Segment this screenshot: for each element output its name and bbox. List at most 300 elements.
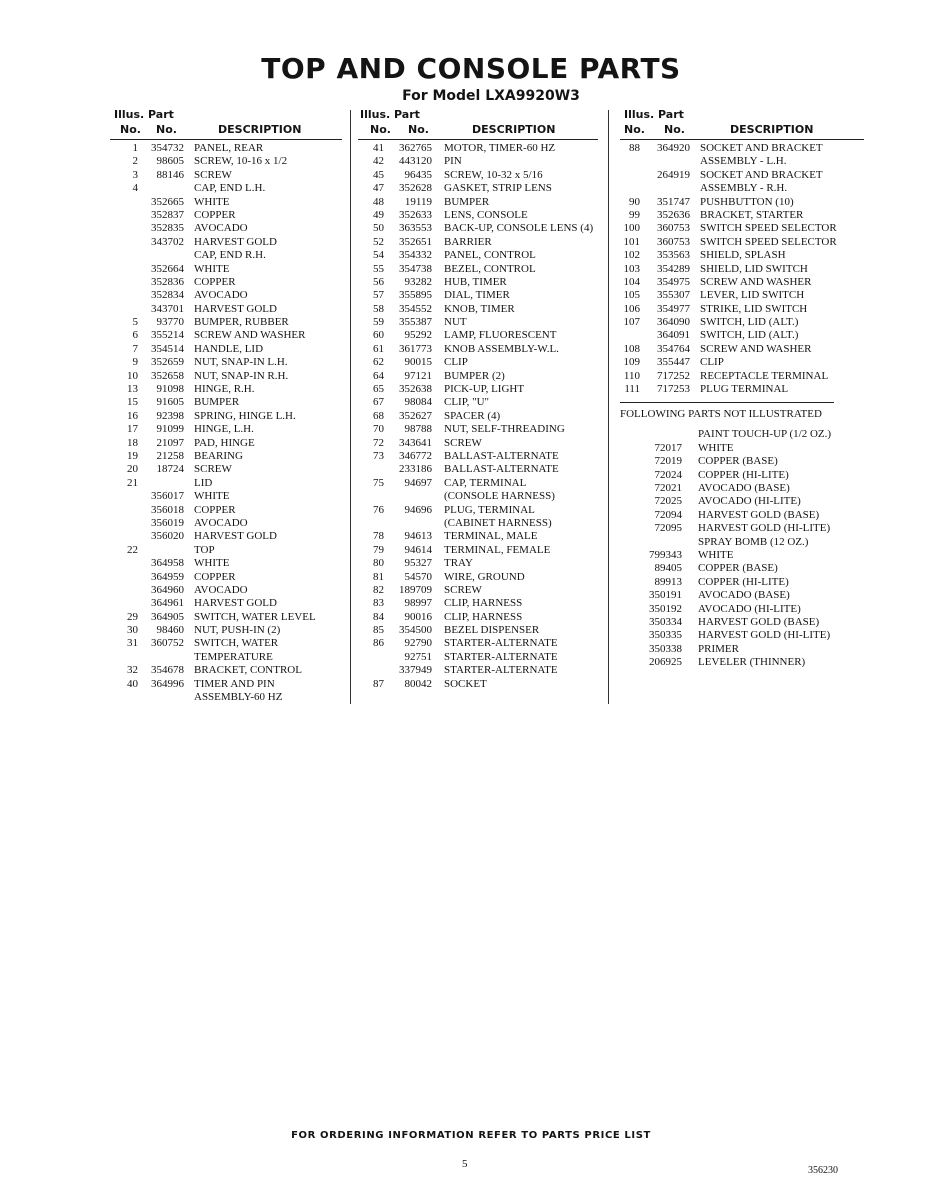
part-number: 364920 [657, 142, 690, 154]
part-number: 354738 [399, 262, 432, 275]
part-number: 352665 [151, 195, 184, 208]
part-description: STARTER-ALTERNATE [444, 664, 558, 677]
part-description: TRAY [444, 557, 473, 570]
part-row [364, 329, 604, 342]
part-number: 356020 [151, 530, 184, 543]
part-number: 264919 [657, 168, 690, 181]
part-row [620, 303, 864, 316]
part-row [620, 428, 864, 441]
part-row [364, 396, 604, 409]
part-number: 364961 [151, 597, 184, 610]
illus-number: 101 [623, 235, 640, 248]
part-row [620, 495, 864, 508]
part-number: 350334 [649, 615, 682, 628]
part-description: SCREW AND WASHER [194, 329, 306, 342]
part-number: 346772 [399, 449, 432, 462]
illus-part-label: Illus. Part [624, 108, 684, 121]
part-description: SWITCH, WATER [194, 637, 279, 650]
part-row [364, 624, 604, 637]
illus-no-label: No. [370, 123, 391, 136]
illus-number: 90 [629, 195, 640, 208]
part-description: CLIP, HARNESS [444, 597, 523, 610]
parts-column-1 [114, 108, 348, 704]
part-description: COPPER [194, 208, 236, 221]
part-number: 360753 [657, 222, 690, 235]
part-description: WHITE [194, 262, 230, 275]
part-number: 94613 [404, 530, 432, 543]
part-row [118, 530, 348, 543]
part-number: 355447 [657, 356, 690, 369]
part-number: 94614 [404, 543, 432, 556]
part-number: 97121 [404, 369, 432, 382]
part-description: WHITE [194, 490, 230, 503]
part-row [118, 597, 348, 610]
part-description: TERMINAL, MALE [444, 530, 538, 543]
part-number: 352638 [399, 383, 432, 396]
part-row [364, 664, 604, 677]
part-row [620, 383, 864, 396]
part-number: 90015 [404, 356, 432, 369]
part-number: 352837 [151, 208, 184, 221]
part-row [118, 423, 348, 436]
part-row [620, 169, 864, 182]
part-row [364, 517, 604, 530]
part-number: 98788 [404, 423, 432, 436]
part-row [118, 303, 348, 316]
illus-number: 42 [373, 155, 384, 168]
part-row [118, 289, 348, 302]
part-description: SWITCH SPEED SELECTOR [700, 222, 837, 235]
illus-number: 1 [132, 142, 138, 154]
part-row [620, 616, 864, 629]
part-description: SWITCH SPEED SELECTOR [700, 235, 837, 248]
part-number: 94697 [404, 476, 432, 489]
part-description: BRACKET, CONTROL [194, 664, 302, 677]
illus-number: 49 [373, 208, 384, 221]
part-row [620, 576, 864, 589]
illus-number: 76 [373, 503, 384, 516]
part-row [364, 423, 604, 436]
illus-number: 52 [373, 235, 384, 248]
illus-number: 40 [127, 677, 138, 690]
part-row [620, 222, 864, 235]
part-description: MOTOR, TIMER-60 HZ [444, 142, 556, 154]
part-description: HUB, TIMER [444, 275, 507, 288]
part-description: SWITCH, LID (ALT.) [700, 316, 799, 329]
part-number: 350192 [649, 602, 682, 615]
illus-number: 79 [373, 543, 384, 556]
part-row [118, 236, 348, 249]
illus-part-label: Illus. Part [360, 108, 420, 121]
part-row [364, 209, 604, 222]
part-description: CAP, END L.H. [194, 182, 266, 195]
part-number: 72025 [654, 495, 682, 508]
part-description: PUSHBUTTON (10) [700, 195, 794, 208]
part-row [620, 249, 864, 262]
part-row [620, 209, 864, 222]
illus-number: 70 [373, 423, 384, 436]
part-number: 354977 [657, 302, 690, 315]
part-row [620, 155, 864, 168]
part-number: 352664 [151, 262, 184, 275]
part-description: SHIELD, SPLASH [700, 249, 786, 262]
part-number: 352836 [151, 275, 184, 288]
part-description: SCREW, 10-16 x 1/2 [194, 155, 288, 168]
part-description: SWITCH, WATER LEVEL [194, 610, 316, 623]
illus-number: 55 [373, 262, 384, 275]
part-description: LEVER, LID SWITCH [700, 289, 805, 302]
part-number: 364959 [151, 570, 184, 583]
part-description: AVOCADO [194, 583, 248, 596]
part-row [364, 169, 604, 182]
part-description: AVOCADO [194, 516, 248, 529]
part-description: GASKET, STRIP LENS [444, 182, 552, 195]
part-number: 343701 [151, 302, 184, 315]
illus-number: 2 [132, 155, 138, 168]
part-number: 350335 [649, 629, 682, 642]
part-number: 352658 [151, 369, 184, 382]
illus-number: 110 [623, 369, 640, 382]
part-row [364, 196, 604, 209]
part-row [118, 517, 348, 530]
part-row [364, 678, 604, 691]
part-row [620, 276, 864, 289]
part-number: 189709 [399, 583, 432, 596]
part-description: AVOCADO [194, 222, 248, 235]
part-description: DIAL, TIMER [444, 289, 510, 302]
part-row [620, 509, 864, 522]
part-number: 364905 [151, 610, 184, 623]
part-row [620, 236, 864, 249]
part-number: 355214 [151, 329, 184, 342]
part-description: PANEL, CONTROL [444, 249, 536, 262]
part-row [364, 504, 604, 517]
part-row [364, 490, 604, 503]
illus-number: 86 [373, 637, 384, 650]
part-number: 351747 [657, 195, 690, 208]
part-number: 361773 [399, 342, 432, 355]
part-description: LENS, CONSOLE [444, 208, 528, 221]
part-row [620, 289, 864, 302]
column-divider [608, 110, 609, 704]
parts-list-1 [118, 142, 348, 704]
part-row [364, 477, 604, 490]
part-row [118, 557, 348, 570]
part-number: 92398 [156, 409, 184, 422]
part-description: ASSEMBLY-60 HZ [194, 691, 283, 704]
part-number: 92790 [404, 637, 432, 650]
column-header [620, 108, 864, 142]
part-description: KNOB ASSEMBLY-W.L. [444, 342, 559, 355]
part-description: COPPER [194, 570, 236, 583]
part-row [620, 343, 864, 356]
illus-number: 45 [373, 168, 384, 181]
part-description: (CABINET HARNESS) [444, 516, 552, 529]
illus-number: 7 [132, 342, 138, 355]
part-description: AVOCADO (BASE) [698, 589, 790, 602]
part-row [118, 316, 348, 329]
part-row [118, 356, 348, 369]
part-row [620, 603, 864, 616]
part-row [364, 611, 604, 624]
part-number: 362765 [399, 142, 432, 154]
part-description: HARVEST GOLD (BASE) [698, 508, 820, 521]
illus-number: 32 [127, 664, 138, 677]
part-number: 354332 [399, 249, 432, 262]
parts-column-3 [620, 108, 864, 669]
part-description: SCREW [444, 583, 482, 596]
part-description: HARVEST GOLD (HI-LITE) [698, 522, 831, 535]
part-description: WHITE [698, 441, 734, 454]
illus-number: 78 [373, 530, 384, 543]
part-description: NUT, SELF-THREADING [444, 423, 565, 436]
part-number: 353563 [657, 249, 690, 262]
part-number: 352633 [399, 208, 432, 221]
part-row [620, 455, 864, 468]
part-row [620, 196, 864, 209]
part-number: 343702 [151, 235, 184, 248]
part-row [364, 289, 604, 302]
part-row [118, 383, 348, 396]
part-row [620, 370, 864, 383]
part-description: BUMPER, RUBBER [194, 316, 289, 329]
illus-number: 58 [373, 302, 384, 315]
column-header [360, 108, 604, 142]
illus-number: 10 [127, 369, 138, 382]
part-row [118, 222, 348, 235]
part-number: 354289 [657, 262, 690, 275]
part-number: 354500 [399, 624, 432, 637]
part-description: COPPER [194, 503, 236, 516]
part-description: TEMPERATURE [194, 650, 273, 663]
part-row [118, 544, 348, 557]
part-row [118, 504, 348, 517]
part-number: 91098 [156, 383, 184, 396]
part-number: 355895 [399, 289, 432, 302]
page-title: TOP AND CONSOLE PARTS [261, 52, 681, 85]
illus-no-label: No. [624, 123, 645, 136]
part-row [620, 356, 864, 369]
part-description: SCREW, 10-32 x 5/16 [444, 168, 543, 181]
part-number: 352835 [151, 222, 184, 235]
illus-number: 65 [373, 383, 384, 396]
part-number: 72094 [654, 508, 682, 521]
part-description: STRIKE, LID SWITCH [700, 302, 808, 315]
part-description: HARVEST GOLD (BASE) [698, 615, 820, 628]
part-number: 89405 [654, 562, 682, 575]
illus-number: 22 [127, 543, 138, 556]
parts-column-2 [360, 108, 604, 691]
part-number: 354764 [657, 342, 690, 355]
illus-number: 17 [127, 423, 138, 436]
illus-number: 4 [132, 182, 138, 195]
part-description: COPPER (HI-LITE) [698, 468, 789, 481]
part-row [118, 370, 348, 383]
part-description: COPPER [194, 275, 236, 288]
illus-number: 41 [373, 142, 384, 154]
illus-number: 103 [623, 262, 640, 275]
part-number: 91605 [156, 396, 184, 409]
part-row [118, 249, 348, 262]
part-row [620, 589, 864, 602]
part-row [118, 263, 348, 276]
part-number: 360753 [657, 235, 690, 248]
illus-number: 106 [623, 302, 640, 315]
part-number: 352636 [657, 208, 690, 221]
part-description: HINGE, R.H. [194, 383, 255, 396]
part-number: 98460 [156, 624, 184, 637]
part-description: LID [194, 476, 213, 489]
part-description: BEARING [194, 449, 243, 462]
illus-number: 105 [623, 289, 640, 302]
part-description: SCREW [444, 436, 482, 449]
part-description: SOCKET [444, 677, 487, 690]
part-description: NUT, SNAP-IN L.H. [194, 356, 288, 369]
part-description: BEZEL, CONTROL [444, 262, 536, 275]
part-description: PLUG TERMINAL [700, 383, 789, 396]
part-number: 91099 [156, 423, 184, 436]
illus-number: 30 [127, 624, 138, 637]
part-number: 364960 [151, 583, 184, 596]
part-description: COPPER (BASE) [698, 562, 778, 575]
part-description: AVOCADO (HI-LITE) [698, 602, 801, 615]
part-row [118, 410, 348, 423]
part-number: 92751 [404, 650, 432, 663]
part-description: HANDLE, LID [194, 342, 264, 355]
part-description: BRACKET, STARTER [700, 208, 804, 221]
illus-number: 61 [373, 342, 384, 355]
part-description: NUT [444, 316, 467, 329]
part-number: 717252 [657, 369, 690, 382]
part-number: 18724 [156, 463, 184, 476]
illus-number: 60 [373, 329, 384, 342]
illus-number: 99 [629, 208, 640, 221]
section-rule [620, 402, 834, 403]
part-row [620, 482, 864, 495]
part-description: SOCKET AND BRACKET [700, 168, 823, 181]
part-row [364, 356, 604, 369]
part-row [118, 463, 348, 476]
part-row [620, 182, 864, 195]
part-description: WHITE [194, 195, 230, 208]
part-description: PAD, HINGE [194, 436, 255, 449]
part-description: WHITE [698, 548, 734, 561]
part-number: 352627 [399, 409, 432, 422]
part-description: BALLAST-ALTERNATE [444, 449, 559, 462]
part-row [620, 629, 864, 642]
part-description: COPPER (HI-LITE) [698, 575, 789, 588]
illus-number: 67 [373, 396, 384, 409]
part-number: 233186 [399, 463, 432, 476]
part-description: AVOCADO (HI-LITE) [698, 495, 801, 508]
part-description: AVOCADO (BASE) [698, 481, 790, 494]
part-row [364, 276, 604, 289]
part-row [364, 222, 604, 235]
part-number: 21097 [156, 436, 184, 449]
part-number: 364090 [657, 316, 690, 329]
page-number: 5 [462, 1158, 468, 1170]
part-number: 72019 [654, 455, 682, 468]
part-description: BUMPER [194, 396, 240, 409]
part-number: 354732 [151, 142, 184, 154]
part-description: SOCKET AND BRACKET [700, 142, 823, 154]
part-number: 355307 [657, 289, 690, 302]
illus-number: 81 [373, 570, 384, 583]
document-number: 356230 [808, 1165, 838, 1176]
part-description: AVOCADO [194, 289, 248, 302]
part-row [364, 316, 604, 329]
illus-number: 20 [127, 463, 138, 476]
part-description: WHITE [194, 557, 230, 570]
description-label: DESCRIPTION [472, 123, 556, 136]
description-label: DESCRIPTION [730, 123, 814, 136]
illus-number: 82 [373, 583, 384, 596]
model-subtitle: For Model LXA9920W3 [402, 88, 580, 104]
part-description: BEZEL DISPENSER [444, 624, 540, 637]
part-description: LAMP, FLUORESCENT [444, 329, 557, 342]
part-row [620, 442, 864, 455]
part-number: 93770 [156, 316, 184, 329]
part-row [620, 522, 864, 535]
illus-number: 80 [373, 557, 384, 570]
part-description: BUMPER (2) [444, 369, 505, 382]
part-row [118, 182, 348, 195]
part-number: 72021 [654, 481, 682, 494]
description-label: DESCRIPTION [218, 123, 302, 136]
part-description: RECEPTACLE TERMINAL [700, 369, 829, 382]
part-number: 93282 [404, 275, 432, 288]
part-description: PAINT TOUCH-UP (1/2 OZ.) [698, 428, 832, 441]
part-description: SPACER (4) [444, 409, 501, 422]
header-rule [620, 139, 864, 140]
part-description: BARRIER [444, 235, 492, 248]
part-number: 80042 [404, 677, 432, 690]
illus-number: 72 [373, 436, 384, 449]
part-description: BUMPER [444, 195, 490, 208]
part-row [364, 383, 604, 396]
part-row [118, 611, 348, 624]
part-number: 355387 [399, 316, 432, 329]
part-row [364, 651, 604, 664]
illus-number: 56 [373, 275, 384, 288]
illus-number: 54 [373, 249, 384, 262]
part-row [364, 450, 604, 463]
part-number: 354678 [151, 664, 184, 677]
part-description: TOP [194, 543, 215, 556]
part-row [620, 469, 864, 482]
part-number: 98084 [404, 396, 432, 409]
part-row [118, 209, 348, 222]
illus-part-label: Illus. Part [114, 108, 174, 121]
part-number: 19119 [404, 195, 432, 208]
part-number: 356017 [151, 490, 184, 503]
part-row [620, 329, 864, 342]
not-illustrated-list [620, 428, 864, 669]
part-number: 72017 [654, 441, 682, 454]
part-description: WIRE, GROUND [444, 570, 525, 583]
part-row [620, 142, 864, 155]
illus-number: 68 [373, 409, 384, 422]
illus-number: 75 [373, 476, 384, 489]
illus-number: 19 [127, 449, 138, 462]
illus-number: 104 [623, 275, 640, 288]
illus-number: 102 [623, 249, 640, 262]
part-number: 90016 [404, 610, 432, 623]
column-divider [350, 110, 351, 704]
part-row [118, 142, 348, 155]
part-number: 356019 [151, 516, 184, 529]
part-row [364, 544, 604, 557]
